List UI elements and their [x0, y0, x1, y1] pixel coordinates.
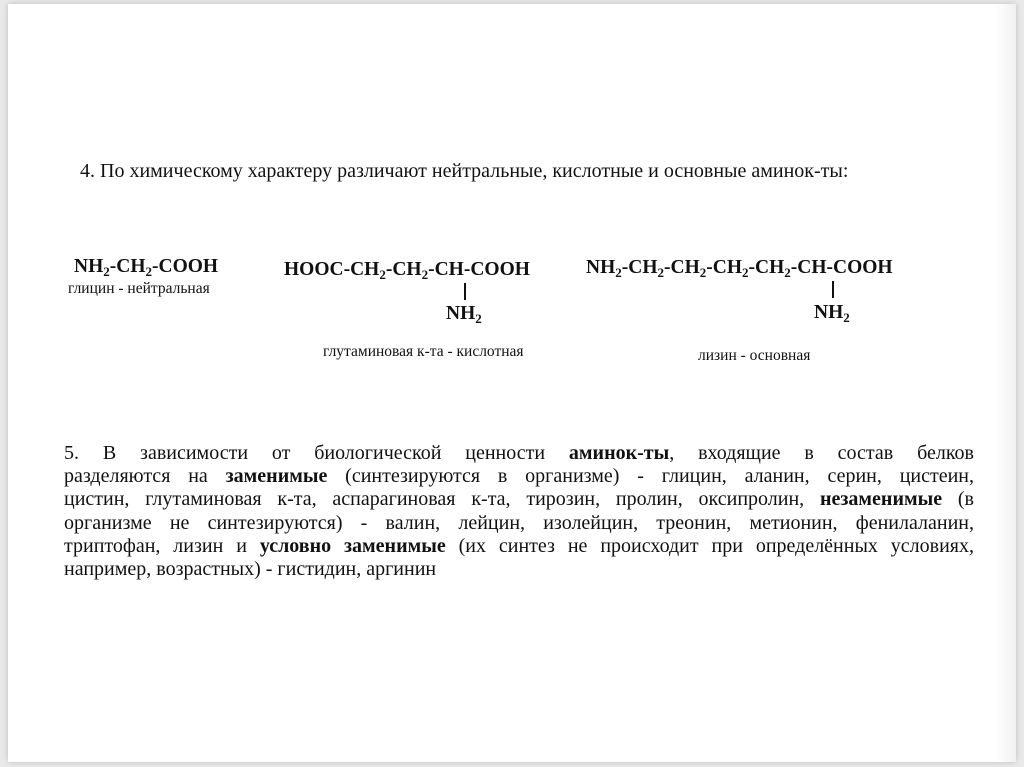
formula-subscript: 2 — [657, 265, 664, 280]
text-segment: организме не синтезируются) - валин, лейцин, изолейцин, треонин, метионин, фенилаланин, — [64, 511, 974, 534]
paragraph-line — [64, 488, 974, 511]
formula-segment: NH — [586, 257, 616, 278]
formula-segment: HOOC-CH — [284, 259, 380, 280]
text-segment: (их синтез не происходит при определённых условиях, — [445, 534, 975, 557]
slide-edge-shadow — [996, 4, 1016, 762]
glycine-caption: глицин - нейтральная — [68, 280, 210, 297]
formula-subscript: 2 — [615, 265, 622, 280]
formula-segment: -CH-COOH — [428, 259, 530, 280]
text-segment: 5. В зависимости от биологической ценности — [64, 442, 569, 464]
formula-segment: -COOH — [152, 256, 219, 277]
formula-subscript: 2 — [699, 265, 707, 280]
bold-term: аминок-ты — [568, 442, 670, 464]
formula-subscript: 2 — [742, 265, 749, 280]
formula-segment: -CH — [748, 257, 785, 278]
glutamic-acid-caption: глутаминовая к-та - кислотная — [323, 343, 524, 360]
formula-subscript: 2 — [379, 267, 386, 282]
glutamic-acid-amino-group — [446, 303, 482, 325]
text-segment: (в — [942, 488, 975, 511]
formula-segment: -CH — [706, 257, 742, 278]
text-segment: , входящие в состав белков — [669, 442, 974, 464]
glutamic-acid-formula — [284, 259, 530, 281]
glutamic-acid-bond-line — [464, 283, 466, 300]
paragraph-line — [64, 465, 974, 488]
formula-subscript: 2 — [843, 310, 850, 325]
bold-term: незаменимые — [819, 488, 943, 511]
lysine-amino-group — [814, 302, 850, 324]
formula-subscript: 2 — [784, 265, 791, 280]
formula-segment: NH — [74, 256, 104, 277]
formula-segment: -CH — [664, 257, 700, 278]
formula-segment: -CH — [621, 257, 658, 278]
formula-subscript: 2 — [103, 264, 110, 279]
text-segment: например, возрастных) - гистидин, аргинин — [64, 558, 437, 581]
paragraph-line — [64, 558, 974, 581]
paragraph-line — [64, 442, 974, 465]
formula-subscript: 2 — [145, 264, 152, 279]
paragraph-line — [64, 512, 974, 535]
lysine-bond-line — [832, 281, 834, 298]
text-segment: (синтезируются в организме) - глицин, аланин, серин, цистеин, — [327, 465, 975, 488]
lysine-caption: лизин - основная — [698, 347, 811, 364]
paragraph-line — [64, 535, 974, 558]
bold-term: условно заменимые — [259, 534, 446, 557]
formula-segment: NH — [446, 303, 476, 324]
point-5-paragraph — [64, 442, 974, 581]
formula-segment: -CH-COOH — [790, 257, 893, 278]
text-segment: триптофан, лизин и — [64, 534, 260, 557]
formula-subscript: 2 — [421, 267, 429, 282]
bold-term: заменимые — [225, 465, 328, 488]
glycine-formula — [74, 256, 218, 278]
formula-subscript: 2 — [475, 311, 482, 326]
formula-segment: -CH — [385, 259, 422, 280]
formula-segment: -CH — [109, 256, 146, 277]
text-segment: цистин, глутаминовая к-та, аспарагиновая к-та, тирозин, пролин, оксипролин, — [64, 488, 820, 511]
point-4-heading: 4. По химическому характеру различают нейтральные, кислотные и основные аминок-ты: — [80, 160, 849, 182]
slide — [8, 4, 1016, 762]
formula-segment: NH — [814, 302, 844, 323]
text-segment: разделяются на — [64, 465, 226, 488]
lysine-formula — [586, 257, 893, 279]
